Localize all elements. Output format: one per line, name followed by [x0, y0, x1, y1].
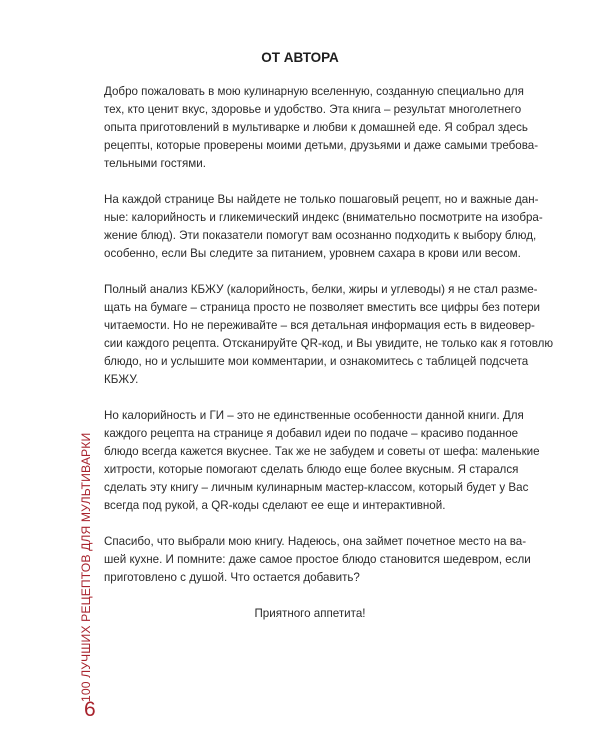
text-line: хитрости, которые помогают сделать блюдо еще более вкусным. Я старался [104, 463, 519, 476]
text-line: Добро пожаловать в мою кулинарную вселенную, созданную специально для [104, 85, 524, 98]
text-line: блюдо всегда кажется вкуснее. Так же не забудем и советы от шефа: маленькие [104, 445, 540, 458]
text-line: Спасибо, что выбрали мою книгу. Надеюсь, она займет почетное место на ва- [104, 535, 527, 548]
text-line: На каждой странице Вы найдете не только пошаговый рецепт, но и важные дан- [104, 193, 539, 206]
book-title-vertical: 100 ЛУЧШИХ РЕЦЕПТОВ ДЛЯ МУЛЬТИВАРКИ [79, 432, 93, 702]
text-line: шей кухне. И помните: даже самое простое блюдо становится шедевром, если [104, 553, 531, 566]
body-text [104, 83, 554, 641]
text-line: приготовлено с душой. Что остается добавить? [104, 571, 360, 584]
closing-line: Приятного аппетита! [254, 607, 366, 620]
paragraph [104, 533, 531, 587]
paragraph [104, 281, 554, 389]
text-line: ные: калорийность и гликемический индекс (внимательно посмотрите на изобра- [104, 211, 543, 224]
text-line: сделать эту книгу – личным кулинарным мастер-классом, который будет у Вас [104, 481, 529, 494]
paragraph [104, 191, 543, 263]
paragraph [104, 407, 540, 515]
text-line: рецепты, которые проверены моими детьми, друзьями и даже самыми требова- [104, 139, 539, 152]
page-number: 6 [84, 698, 96, 721]
page-title: ОТ АВТОРА [261, 50, 339, 65]
text-line: читаемости. Но не переживайте – вся детальная информация есть в видеовер- [104, 319, 535, 332]
text-line: жение блюд). Эти показатели помогут вам осознанно подходить к выбору блюд, [104, 229, 537, 242]
text-line: сии каждого рецепта. Отсканируйте QR-код, и Вы увидите, не только как я готовлю [104, 337, 554, 350]
text-line: блюдо, но и услышите мои комментарии, и ознакомитесь с таблицей подсчета [104, 355, 529, 368]
text-line: Полный анализ КБЖУ (калорийность, белки, жиры и углеводы) я не стал разме- [104, 283, 538, 296]
text-line: всегда под рукой, а QR-коды сделают ее еще и интерактивной. [104, 499, 446, 512]
text-line: щать на бумаге – страница просто не позволяет вместить все цифры без потери [104, 301, 541, 314]
text-line: тех, кто ценит вкус, здоровье и удобство. Эта книга – результат многолетнего [104, 103, 522, 116]
text-line: каждого рецепта на странице я добавил идеи по подаче – красиво поданное [104, 427, 519, 440]
text-line: особенно, если Вы следите за питанием, уровнем сахара в крови или весом. [104, 247, 521, 260]
text-line: Но калорийность и ГИ – это не единственные особенности данной книги. Для [104, 409, 524, 422]
text-line: опыта приготовлений в мультиварке и любви к домашней еде. Я собрал здесь [104, 121, 528, 134]
text-line: тельными гостями. [104, 157, 206, 170]
paragraph [104, 83, 539, 173]
text-line: КБЖУ. [104, 373, 139, 386]
